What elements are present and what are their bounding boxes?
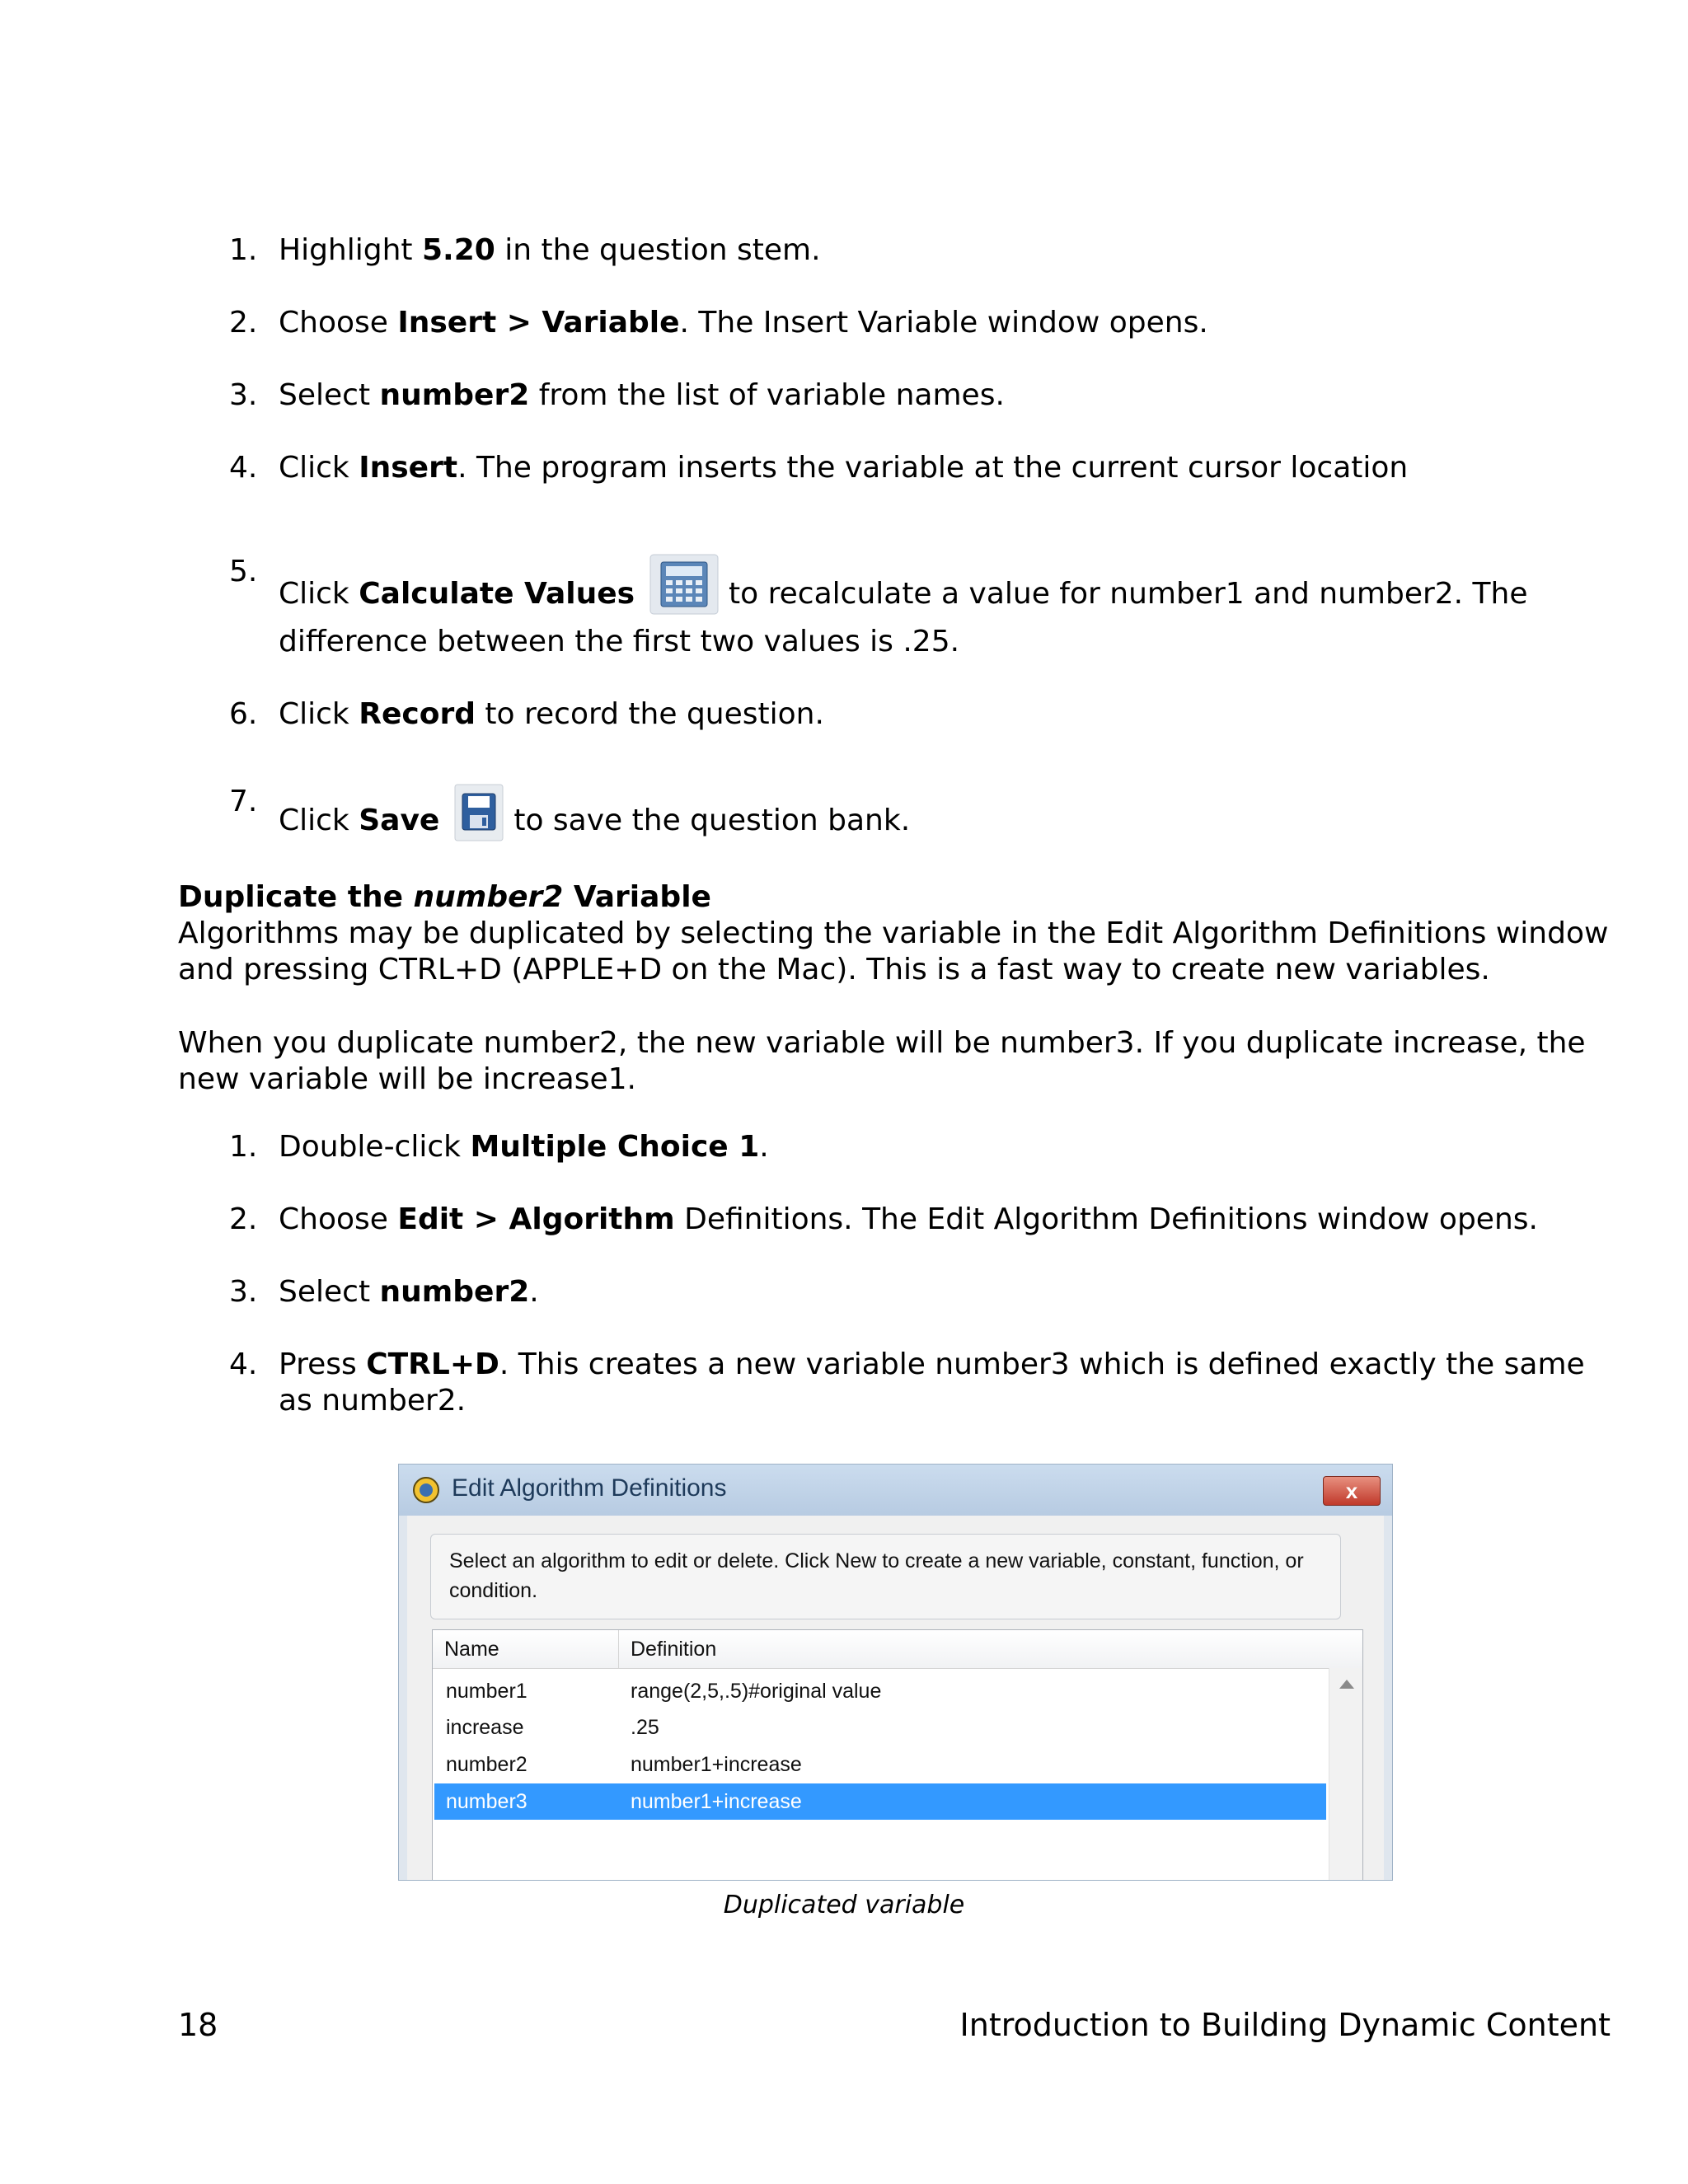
step-text: Press (279, 1347, 367, 1381)
heading-text: Duplicate the (178, 880, 414, 914)
step (229, 1347, 1597, 1419)
page-number: 18 (178, 2007, 218, 2043)
step-text: Double-click (279, 1130, 471, 1164)
cell-definition: number1+increase (631, 1790, 802, 1813)
step (229, 450, 1597, 486)
vertical-scrollbar[interactable] (1329, 1668, 1362, 1881)
step-text: . This creates a new variable number3 which is defined exactly the same as number2. (279, 1347, 1585, 1418)
step-number: 1. (229, 1130, 258, 1164)
paragraph-duplicate: Algorithms may be duplicated by selecting the variable in the Edit Algorithm Definitions window and pressing CTRL+D (APPLE+D on the Mac). This is a fast way to create new variables. (178, 916, 1609, 987)
table-row[interactable] (434, 1746, 1326, 1783)
dialog-client (407, 1516, 1384, 1880)
cell-name: number2 (446, 1753, 528, 1776)
step-number: 2. (229, 1202, 258, 1236)
table-row[interactable] (434, 1709, 1326, 1746)
step-text: from the list of variable names. (529, 378, 1005, 412)
step (229, 305, 1597, 341)
app-icon (412, 1476, 440, 1504)
step-bold: 5.20 (421, 233, 495, 267)
step-number: 5. (229, 555, 258, 588)
close-icon: x (1345, 1479, 1358, 1503)
instructions-text: Select an algorithm to edit or delete. Click New to create a new variable, constant, function, or condition. (430, 1534, 1341, 1619)
cell-name: increase (446, 1716, 524, 1739)
step-text: Click (279, 577, 359, 611)
step-bold: Insert > Variable (397, 306, 680, 340)
step-text: Highlight (279, 233, 422, 267)
section-heading (178, 879, 1629, 916)
step-number: 3. (229, 378, 258, 412)
algorithm-table[interactable] (432, 1629, 1363, 1881)
step-number: 4. (229, 1347, 258, 1381)
step (229, 1274, 1597, 1310)
step-text: . (759, 1130, 769, 1164)
step-bold: number2 (379, 378, 530, 412)
step-text: Click (279, 451, 359, 485)
step-text: Definitions. The Edit Algorithm Definitions window opens. (674, 1202, 1538, 1236)
step-number: 3. (229, 1275, 258, 1309)
step-text: Select (279, 1275, 380, 1309)
step-text: Click (279, 804, 359, 837)
step-text: to recalculate a value for number1 and number2. The difference between the first two values is .25. (279, 577, 1528, 658)
step (229, 554, 1597, 660)
step-bold: number2 (379, 1275, 530, 1309)
step-text: to save the question bank. (513, 804, 911, 837)
step-number: 4. (229, 451, 258, 485)
scroll-up-arrow-icon[interactable] (1339, 1680, 1354, 1689)
step-text: Choose (279, 306, 398, 340)
table-row[interactable] (434, 1673, 1326, 1709)
edit-algorithm-definitions-dialog (398, 1464, 1393, 1881)
step-number: 2. (229, 306, 258, 340)
paragraph-naming: When you duplicate number2, the new variable will be number3. If you duplicate increase, the new variable will be increase1. (178, 1026, 1586, 1096)
steps-list-duplicate (229, 1129, 1597, 1419)
step-bold: Insert (359, 451, 458, 485)
figure-caption: Duplicated variable (723, 1891, 965, 1919)
dialog-titlebar (399, 1465, 1392, 1516)
dialog-title: Edit Algorithm Definitions (452, 1474, 727, 1502)
close-button[interactable] (1323, 1476, 1381, 1506)
step-number: 6. (229, 697, 258, 731)
table-row-selected[interactable] (434, 1783, 1326, 1820)
step (229, 1202, 1597, 1238)
calculator-icon (649, 554, 719, 624)
step-bold: CTRL+D (366, 1347, 499, 1381)
column-header-definition[interactable]: Definition (631, 1638, 717, 1661)
step-bold: Record (359, 697, 476, 731)
step (229, 377, 1597, 414)
step (229, 696, 1597, 733)
step-text: to record the question. (475, 697, 824, 731)
step-bold: Calculate Values (359, 577, 635, 611)
step-number: 7. (229, 785, 258, 818)
column-header-name[interactable]: Name (433, 1630, 619, 1668)
step (229, 1129, 1597, 1165)
step (229, 784, 1597, 851)
step-text: . The Insert Variable window opens. (679, 306, 1208, 340)
table-header (433, 1630, 1362, 1669)
step-text: Choose (279, 1202, 398, 1236)
step-text: . The program inserts the variable at the current cursor location (457, 451, 1409, 485)
cell-definition: .25 (631, 1716, 659, 1739)
cell-definition: number1+increase (631, 1753, 802, 1776)
step (229, 232, 1597, 269)
heading-italic: number2 (413, 880, 564, 914)
footer-title: Introduction to Building Dynamic Content (959, 2007, 1611, 2043)
step-text: in the question stem. (495, 233, 821, 267)
cell-name: number3 (446, 1790, 528, 1813)
floppy-disk-icon (454, 784, 504, 851)
step-bold: Multiple Choice 1 (470, 1130, 760, 1164)
step-number: 1. (229, 233, 258, 267)
step-text: . (529, 1275, 539, 1309)
step-text: Click (279, 697, 359, 731)
cell-name: number1 (446, 1680, 528, 1703)
step-bold: Edit > Algorithm (397, 1202, 675, 1236)
step-bold: Save (359, 804, 440, 837)
step-text: Select (279, 378, 380, 412)
steps-list-insert-variable (229, 232, 1597, 851)
heading-text: Variable (563, 880, 711, 914)
cell-definition: range(2,5,.5)#original value (631, 1680, 882, 1703)
